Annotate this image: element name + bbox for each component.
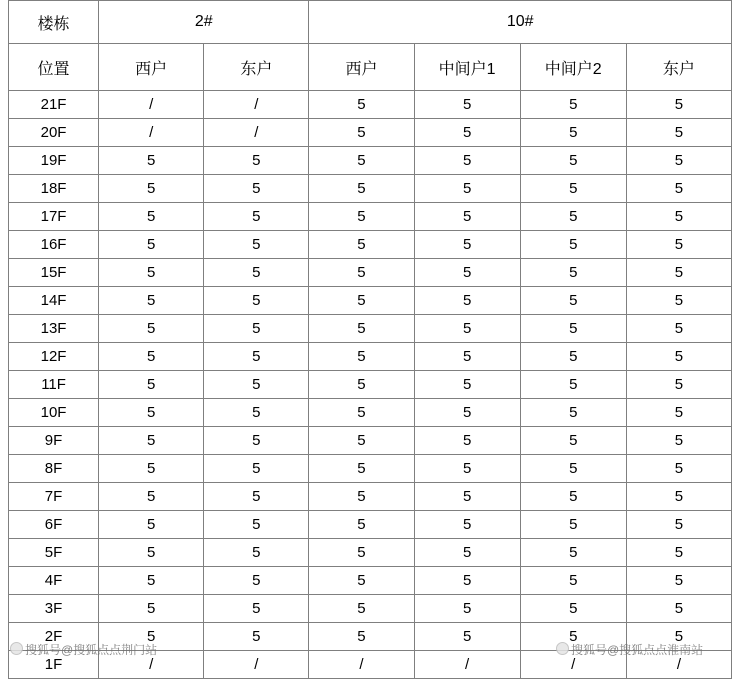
- table-row: [9, 343, 732, 371]
- unit-cell: 5: [204, 203, 309, 231]
- position-header-3: 西户: [309, 44, 414, 91]
- unit-cell: /: [204, 119, 309, 147]
- unit-cell: 5: [414, 567, 520, 595]
- unit-cell: 5: [626, 259, 731, 287]
- unit-cell: 5: [414, 399, 520, 427]
- position-header-2: 东户: [204, 44, 309, 91]
- table-row: [9, 539, 732, 567]
- unit-cell: 5: [626, 623, 731, 651]
- unit-cell: /: [204, 651, 309, 679]
- unit-cell: 5: [626, 315, 731, 343]
- unit-cell: 5: [626, 567, 731, 595]
- unit-cell: 5: [204, 315, 309, 343]
- unit-cell: 5: [520, 455, 626, 483]
- unit-cell: 5: [309, 343, 414, 371]
- unit-cell: 5: [309, 119, 414, 147]
- table-row: [9, 175, 732, 203]
- floor-label: 17F: [9, 203, 99, 231]
- unit-cell: 5: [520, 567, 626, 595]
- unit-cell: 5: [309, 315, 414, 343]
- unit-cell: /: [626, 651, 731, 679]
- unit-cell: 5: [626, 399, 731, 427]
- unit-cell: 5: [626, 427, 731, 455]
- unit-cell: 5: [520, 231, 626, 259]
- table-row: [9, 567, 732, 595]
- unit-cell: 5: [626, 371, 731, 399]
- unit-cell: 5: [204, 595, 309, 623]
- unit-cell: 5: [626, 231, 731, 259]
- unit-cell: 5: [99, 455, 204, 483]
- unit-cell: /: [520, 651, 626, 679]
- unit-cell: 5: [309, 567, 414, 595]
- unit-cell: 5: [414, 147, 520, 175]
- unit-cell: 5: [414, 427, 520, 455]
- floor-label: 21F: [9, 91, 99, 119]
- unit-cell: 5: [626, 287, 731, 315]
- floor-label: 9F: [9, 427, 99, 455]
- building-header-2: 2#: [99, 1, 309, 44]
- unit-cell: 5: [309, 203, 414, 231]
- unit-cell: 5: [414, 259, 520, 287]
- header-label-position: 位置: [9, 44, 99, 91]
- floor-label: 6F: [9, 511, 99, 539]
- unit-cell: 5: [414, 119, 520, 147]
- unit-cell: 5: [99, 623, 204, 651]
- unit-cell: 5: [204, 287, 309, 315]
- position-header-1: 西户: [99, 44, 204, 91]
- unit-cell: 5: [309, 483, 414, 511]
- unit-cell: 5: [626, 147, 731, 175]
- unit-cell: 5: [309, 623, 414, 651]
- unit-cell: 5: [99, 567, 204, 595]
- unit-cell: 5: [99, 315, 204, 343]
- table-row: [9, 231, 732, 259]
- table-row: [9, 511, 732, 539]
- position-header-5: 中间户2: [520, 44, 626, 91]
- unit-cell: 5: [414, 91, 520, 119]
- floor-label: 11F: [9, 371, 99, 399]
- unit-cell: 5: [309, 259, 414, 287]
- unit-cell: 5: [309, 371, 414, 399]
- unit-cell: 5: [520, 119, 626, 147]
- unit-cell: 5: [414, 483, 520, 511]
- unit-cell: 5: [99, 371, 204, 399]
- floor-label: 8F: [9, 455, 99, 483]
- floor-label: 20F: [9, 119, 99, 147]
- header-label-building: 楼栋: [9, 1, 99, 44]
- unit-cell: 5: [99, 399, 204, 427]
- unit-cell: 5: [309, 91, 414, 119]
- unit-cell: 5: [309, 175, 414, 203]
- unit-cell: 5: [204, 259, 309, 287]
- unit-cell: 5: [520, 399, 626, 427]
- floor-label: 5F: [9, 539, 99, 567]
- unit-cell: 5: [204, 231, 309, 259]
- unit-cell: 5: [626, 539, 731, 567]
- unit-cell: 5: [414, 287, 520, 315]
- table-row: [9, 427, 732, 455]
- unit-cell: 5: [99, 343, 204, 371]
- unit-cell: 5: [520, 259, 626, 287]
- unit-cell: 5: [99, 203, 204, 231]
- unit-cell: 5: [99, 287, 204, 315]
- unit-cell: 5: [414, 231, 520, 259]
- floor-label: 13F: [9, 315, 99, 343]
- floor-label: 4F: [9, 567, 99, 595]
- unit-cell: 5: [414, 343, 520, 371]
- unit-cell: 5: [204, 427, 309, 455]
- unit-cell: 5: [99, 595, 204, 623]
- unit-cell: 5: [414, 539, 520, 567]
- unit-cell: 5: [520, 623, 626, 651]
- table-row: [9, 371, 732, 399]
- unit-cell: 5: [204, 175, 309, 203]
- unit-cell: 5: [99, 259, 204, 287]
- unit-cell: 5: [626, 203, 731, 231]
- table-row: [9, 595, 732, 623]
- unit-cell: 5: [414, 595, 520, 623]
- unit-cell: 5: [309, 147, 414, 175]
- floor-label: 12F: [9, 343, 99, 371]
- unit-cell: 5: [414, 455, 520, 483]
- unit-cell: /: [99, 651, 204, 679]
- unit-cell: 5: [520, 595, 626, 623]
- unit-cell: 5: [626, 91, 731, 119]
- table-row: [9, 483, 732, 511]
- unit-cell: 5: [520, 203, 626, 231]
- unit-cell: /: [99, 91, 204, 119]
- unit-cell: 5: [520, 91, 626, 119]
- unit-cell: 5: [414, 511, 520, 539]
- unit-cell: 5: [520, 427, 626, 455]
- unit-cell: 5: [309, 287, 414, 315]
- unit-cell: 5: [99, 539, 204, 567]
- watermark-right-text: 搜狐号@搜狐点点淮南站: [571, 643, 704, 657]
- unit-cell: 5: [414, 315, 520, 343]
- unit-cell: 5: [204, 399, 309, 427]
- unit-cell: 5: [520, 315, 626, 343]
- unit-cell: /: [309, 651, 414, 679]
- unit-cell: 5: [626, 511, 731, 539]
- unit-cell: 5: [99, 483, 204, 511]
- floor-label: 10F: [9, 399, 99, 427]
- table-row: [9, 147, 732, 175]
- unit-cell: 5: [204, 371, 309, 399]
- unit-cell: 5: [520, 371, 626, 399]
- unit-cell: 5: [626, 455, 731, 483]
- unit-cell: /: [204, 91, 309, 119]
- unit-cell: 5: [520, 539, 626, 567]
- table-row: [9, 119, 732, 147]
- floor-label: 18F: [9, 175, 99, 203]
- unit-cell: 5: [309, 427, 414, 455]
- unit-cell: 5: [309, 511, 414, 539]
- unit-cell: 5: [520, 175, 626, 203]
- unit-cell: 5: [309, 595, 414, 623]
- table-row: [9, 315, 732, 343]
- floor-label: 2F: [9, 623, 99, 651]
- unit-cell: 5: [414, 623, 520, 651]
- floor-label: 15F: [9, 259, 99, 287]
- unit-cell: 5: [520, 287, 626, 315]
- unit-cell: /: [99, 119, 204, 147]
- floor-label: 16F: [9, 231, 99, 259]
- table-header-positions: [9, 44, 732, 91]
- unit-cell: 5: [99, 511, 204, 539]
- unit-cell: 5: [414, 371, 520, 399]
- unit-cell: 5: [204, 483, 309, 511]
- table-row: [9, 623, 732, 651]
- unit-cell: 5: [309, 455, 414, 483]
- unit-cell: 5: [520, 147, 626, 175]
- unit-cell: 5: [204, 539, 309, 567]
- availability-sheet: [8, 0, 732, 679]
- unit-cell: 5: [99, 175, 204, 203]
- unit-cell: 5: [204, 455, 309, 483]
- unit-cell: 5: [626, 483, 731, 511]
- unit-cell: 5: [520, 483, 626, 511]
- unit-cell: 5: [99, 147, 204, 175]
- table-row: [9, 259, 732, 287]
- floor-label: 1F: [9, 651, 99, 679]
- table-row: [9, 91, 732, 119]
- unit-cell: 5: [520, 511, 626, 539]
- position-header-6: 东户: [626, 44, 731, 91]
- unit-cell: 5: [309, 231, 414, 259]
- unit-cell: 5: [626, 595, 731, 623]
- floor-label: 14F: [9, 287, 99, 315]
- table-row: [9, 455, 732, 483]
- unit-cell: 5: [309, 399, 414, 427]
- unit-cell: 5: [309, 539, 414, 567]
- unit-availability-table: [8, 0, 732, 679]
- table-header-buildings: [9, 1, 732, 44]
- floor-label: 19F: [9, 147, 99, 175]
- unit-cell: 5: [204, 623, 309, 651]
- floor-label: 3F: [9, 595, 99, 623]
- unit-cell: 5: [626, 119, 731, 147]
- unit-cell: 5: [520, 343, 626, 371]
- unit-cell: 5: [99, 427, 204, 455]
- unit-cell: 5: [414, 175, 520, 203]
- unit-cell: 5: [99, 231, 204, 259]
- unit-cell: 5: [626, 343, 731, 371]
- floor-label: 7F: [9, 483, 99, 511]
- unit-cell: 5: [626, 175, 731, 203]
- table-row: [9, 203, 732, 231]
- unit-cell: 5: [204, 567, 309, 595]
- unit-cell: 5: [414, 203, 520, 231]
- watermark-left-text: 搜狐号@搜狐点点荆门站: [25, 643, 158, 657]
- unit-cell: /: [414, 651, 520, 679]
- position-header-4: 中间户1: [414, 44, 520, 91]
- table-row: [9, 399, 732, 427]
- table-row: [9, 287, 732, 315]
- unit-cell: 5: [204, 147, 309, 175]
- building-header-10: 10#: [309, 1, 732, 44]
- unit-cell: 5: [204, 511, 309, 539]
- unit-cell: 5: [204, 343, 309, 371]
